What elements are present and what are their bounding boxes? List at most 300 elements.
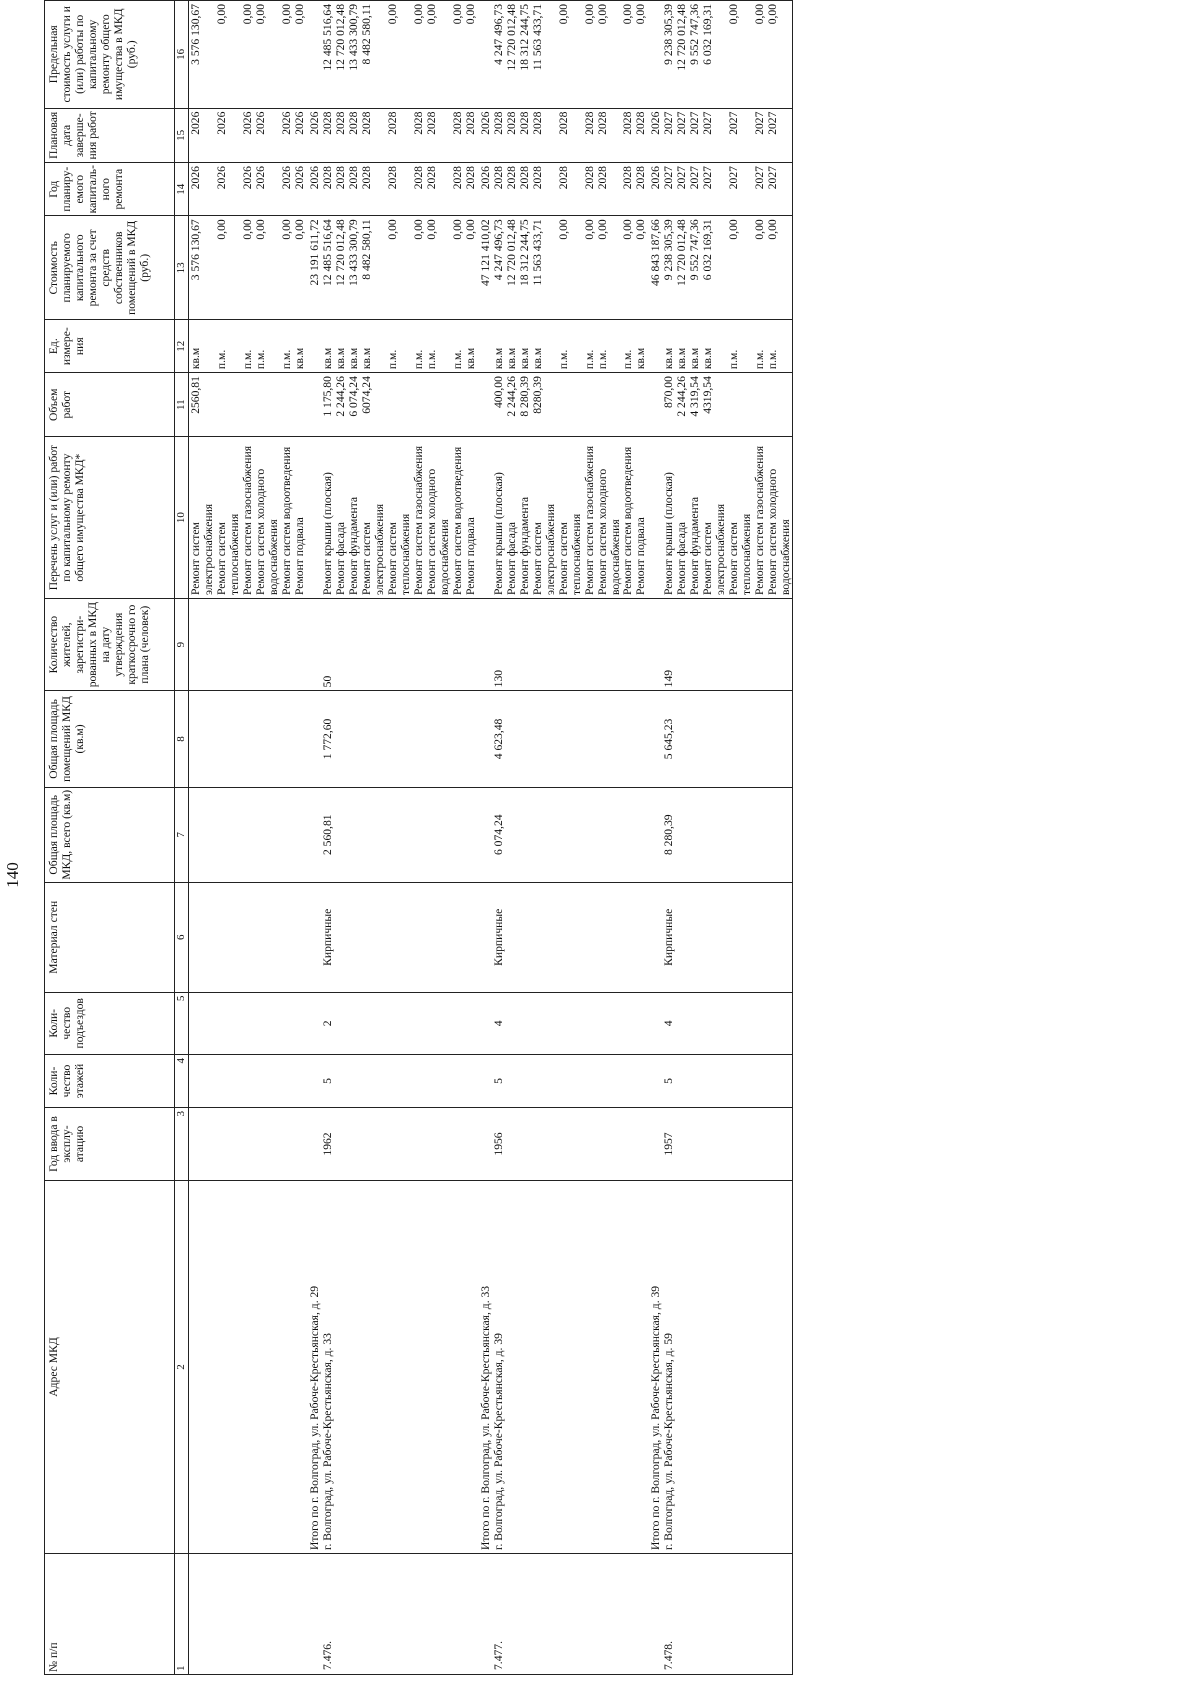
work-volume <box>727 373 753 437</box>
total-cost: 23 191 611,72 <box>306 216 321 320</box>
table-row <box>347 1 360 1675</box>
area-total: 8 280,39 <box>662 787 675 882</box>
work-year: 2026 <box>241 163 254 216</box>
work-year: 2027 <box>766 163 792 216</box>
work-volume: 8280,39 <box>531 373 557 437</box>
col-number: 8 <box>175 691 189 787</box>
work-limit: 0,00 <box>215 1 241 109</box>
work-volume <box>753 373 766 437</box>
col-number: 10 <box>175 437 189 599</box>
work-volume: 1 175,80 <box>321 373 334 437</box>
col-number: 13 <box>175 216 189 320</box>
work-unit: кв.м <box>334 320 347 373</box>
work-end-date: 2027 <box>701 108 727 162</box>
work-limit: 4 247 496,73 <box>492 1 505 109</box>
work-unit: кв.м <box>492 320 505 373</box>
work-year: 2028 <box>451 163 464 216</box>
table-row <box>215 1 241 1675</box>
work-limit: 12 720 012,48 <box>505 1 518 109</box>
col-number: 11 <box>175 373 189 437</box>
work-year: 2028 <box>360 163 386 216</box>
table-row <box>280 1 293 1675</box>
residents: 130 <box>492 598 505 690</box>
header-cost: Стоимость планируемого капитального ремонта за счет средств собственников помещений в МКД (руб.) <box>45 216 175 320</box>
work-year: 2028 <box>321 163 334 216</box>
total-row <box>306 1 321 1675</box>
work-year: 2026 <box>189 163 215 216</box>
table-row <box>425 1 451 1675</box>
work-unit: п.м. <box>621 320 634 373</box>
work-end-date: 2027 <box>766 108 792 162</box>
table-row <box>241 1 254 1675</box>
work-year: 2028 <box>334 163 347 216</box>
building-number: 7.478. <box>662 1553 675 1674</box>
building-row <box>321 1 334 1675</box>
year-built: 1956 <box>492 1107 505 1180</box>
work-limit: 0,00 <box>583 1 596 109</box>
table-row <box>583 1 596 1675</box>
work-volume <box>766 373 792 437</box>
work-limit: 13 433 300,79 <box>347 1 360 109</box>
work-limit: 0,00 <box>596 1 622 109</box>
header-floors: Коли-чество этажей <box>45 1055 175 1108</box>
work-unit: п.м. <box>583 320 596 373</box>
work-name: Ремонт систем газоснабжения <box>241 437 254 599</box>
work-end-date: 2027 <box>753 108 766 162</box>
work-cost: 0,00 <box>215 216 241 320</box>
work-end-date: 2026 <box>280 108 293 162</box>
work-volume: 8 280,39 <box>518 373 531 437</box>
work-volume <box>215 373 241 437</box>
work-end-date: 2028 <box>360 108 386 162</box>
area-rooms: 4 623,48 <box>492 691 505 787</box>
table-row <box>334 1 347 1675</box>
work-cost: 0,00 <box>634 216 647 320</box>
header-unit: Ед. измере-ния <box>45 320 175 373</box>
total-year: 2026 <box>477 163 492 216</box>
total-label: Итого по г. Волгоград, ул. Рабоче-Крестьянская, д. 39 <box>647 1181 662 1554</box>
work-year: 2028 <box>583 163 596 216</box>
total-label: Итого по г. Волгоград, ул. Рабоче-Крестьянская, д. 33 <box>477 1181 492 1554</box>
table-row <box>386 1 412 1675</box>
work-cost: 0,00 <box>425 216 451 320</box>
year-built: 1962 <box>321 1107 334 1180</box>
table-row <box>412 1 425 1675</box>
area-rooms: 5 645,23 <box>662 691 675 787</box>
header-year: Год планиру-емого капиталь-ного ремонта <box>45 163 175 216</box>
work-cost: 4 247 496,73 <box>492 216 505 320</box>
table-row <box>505 1 518 1675</box>
table-row <box>254 1 280 1675</box>
work-unit: п.м. <box>753 320 766 373</box>
work-year: 2028 <box>505 163 518 216</box>
work-end-date: 2028 <box>492 108 505 162</box>
table-row <box>727 1 753 1675</box>
area-rooms: 1 772,60 <box>321 691 334 787</box>
col-number: 5 <box>175 992 189 1054</box>
col-number: 6 <box>175 882 189 992</box>
work-cost: 9 238 305,39 <box>662 216 675 320</box>
table-row <box>621 1 634 1675</box>
table-row <box>293 1 306 1675</box>
work-volume <box>412 373 425 437</box>
wall-material: Кирпичные <box>492 882 505 992</box>
header-end-date: Плановая дата заверше-ния работ <box>45 108 175 162</box>
work-limit: 0,00 <box>241 1 254 109</box>
total-label: Итого по г. Волгоград, ул. Рабоче-Крестьянская, д. 29 <box>306 1181 321 1554</box>
work-name: Ремонт подвала <box>634 437 647 599</box>
work-year: 2028 <box>518 163 531 216</box>
work-unit: п.м. <box>557 320 583 373</box>
work-end-date: 2027 <box>688 108 701 162</box>
col-number: 3 <box>175 1107 189 1180</box>
work-cost: 0,00 <box>583 216 596 320</box>
col-number: 12 <box>175 320 189 373</box>
table-row <box>189 1 215 1675</box>
work-unit: кв.м <box>662 320 675 373</box>
work-volume <box>280 373 293 437</box>
work-cost: 0,00 <box>596 216 622 320</box>
table-row <box>675 1 688 1675</box>
work-limit: 11 563 433,71 <box>531 1 557 109</box>
work-unit: п.м. <box>241 320 254 373</box>
header-volume: Объем работ <box>45 373 175 437</box>
entrances: 4 <box>662 992 675 1054</box>
entrances: 4 <box>492 992 505 1054</box>
work-end-date: 2027 <box>675 108 688 162</box>
work-limit: 0,00 <box>464 1 477 109</box>
entrances: 2 <box>321 992 334 1054</box>
work-volume: 870,00 <box>662 373 675 437</box>
work-end-date: 2028 <box>451 108 464 162</box>
col-number: 7 <box>175 787 189 882</box>
work-cost: 0,00 <box>254 216 280 320</box>
work-end-date: 2027 <box>727 108 753 162</box>
work-cost: 0,00 <box>412 216 425 320</box>
header-area-rooms: Общая площадь помещений МКД (кв.м) <box>45 691 175 787</box>
table-row <box>701 1 727 1675</box>
work-volume: 2560,81 <box>189 373 215 437</box>
work-unit: кв.м <box>505 320 518 373</box>
work-limit: 0,00 <box>727 1 753 109</box>
work-limit: 0,00 <box>280 1 293 109</box>
work-cost: 0,00 <box>293 216 306 320</box>
work-unit: кв.м <box>360 320 386 373</box>
work-unit: п.м. <box>727 320 753 373</box>
work-volume: 4319,54 <box>701 373 727 437</box>
work-cost: 6 032 169,31 <box>701 216 727 320</box>
work-year: 2026 <box>280 163 293 216</box>
area-total: 6 074,24 <box>492 787 505 882</box>
header-entrances: Коли-чество подъездов <box>45 992 175 1054</box>
col-number: 16 <box>175 1 189 109</box>
work-limit: 18 312 244,75 <box>518 1 531 109</box>
header-year-built: Год ввода в эксплу-атацию <box>45 1107 175 1180</box>
work-name: Ремонт систем газоснабжения <box>583 437 596 599</box>
header-address: Адрес МКД <box>45 1181 175 1554</box>
residents: 50 <box>321 598 334 690</box>
work-limit: 8 482 580,11 <box>360 1 386 109</box>
col-number: 14 <box>175 163 189 216</box>
col-number: 9 <box>175 598 189 690</box>
work-volume <box>583 373 596 437</box>
table-row <box>634 1 647 1675</box>
work-name: Ремонт систем электроснабжения <box>189 437 215 599</box>
work-limit: 0,00 <box>254 1 280 109</box>
work-cost: 9 552 747,36 <box>688 216 701 320</box>
work-unit: п.м. <box>766 320 792 373</box>
total-row <box>477 1 492 1675</box>
work-volume: 6074,24 <box>360 373 386 437</box>
year-built: 1957 <box>662 1107 675 1180</box>
building-row <box>492 1 505 1675</box>
work-name: Ремонт систем газоснабжения <box>753 437 766 599</box>
work-name: Ремонт систем холодного водоснабжения <box>425 437 451 599</box>
work-end-date: 2026 <box>215 108 241 162</box>
work-unit: п.м. <box>280 320 293 373</box>
work-volume <box>254 373 280 437</box>
floors: 5 <box>492 1055 505 1108</box>
wall-material: Кирпичные <box>662 882 675 992</box>
table-body <box>189 1 793 1675</box>
table-row <box>753 1 766 1675</box>
work-name: Ремонт систем теплоснабжения <box>557 437 583 599</box>
header-num: № п/п <box>45 1553 175 1674</box>
work-end-date: 2028 <box>334 108 347 162</box>
work-name: Ремонт подвала <box>464 437 477 599</box>
header-walls: Материал стен <box>45 882 175 992</box>
work-cost: 18 312 244,75 <box>518 216 531 320</box>
work-unit: кв.м <box>675 320 688 373</box>
work-cost: 0,00 <box>280 216 293 320</box>
work-limit: 0,00 <box>412 1 425 109</box>
wall-material: Кирпичные <box>321 882 334 992</box>
work-unit: кв.м <box>464 320 477 373</box>
work-end-date: 2028 <box>583 108 596 162</box>
work-cost: 0,00 <box>621 216 634 320</box>
work-cost: 12 720 012,48 <box>505 216 518 320</box>
work-volume <box>557 373 583 437</box>
work-name: Ремонт систем водоотведения <box>280 437 293 599</box>
work-year: 2028 <box>347 163 360 216</box>
work-unit: п.м. <box>425 320 451 373</box>
work-cost: 0,00 <box>766 216 792 320</box>
work-year: 2028 <box>621 163 634 216</box>
work-volume <box>634 373 647 437</box>
work-cost: 0,00 <box>451 216 464 320</box>
floors: 5 <box>321 1055 334 1108</box>
work-unit: п.м. <box>451 320 464 373</box>
col-number: 4 <box>175 1055 189 1108</box>
work-limit: 3 576 130,67 <box>189 1 215 109</box>
work-limit: 0,00 <box>425 1 451 109</box>
building-address: г. Волгоград, ул. Рабоче-Крестьянская, д. 39 <box>492 1181 505 1554</box>
total-end-date: 2026 <box>477 108 492 162</box>
work-cost: 0,00 <box>386 216 412 320</box>
table-row <box>451 1 464 1675</box>
work-cost: 12 720 012,48 <box>675 216 688 320</box>
work-end-date: 2028 <box>518 108 531 162</box>
work-name: Ремонт крыши (плоская) <box>662 437 675 599</box>
work-year: 2026 <box>215 163 241 216</box>
col-number: 1 <box>175 1553 189 1674</box>
work-unit: кв.м <box>293 320 306 373</box>
work-volume: 2 244,26 <box>505 373 518 437</box>
work-name: Ремонт систем холодного водоснабжения <box>766 437 792 599</box>
work-name: Ремонт крыши (плоская) <box>321 437 334 599</box>
table-header-row <box>45 1 175 1675</box>
work-end-date: 2026 <box>254 108 280 162</box>
total-cost: 47 121 410,02 <box>477 216 492 320</box>
work-name: Ремонт систем теплоснабжения <box>386 437 412 599</box>
column-number-row <box>175 1 189 1675</box>
work-end-date: 2028 <box>386 108 412 162</box>
table-row <box>531 1 557 1675</box>
work-end-date: 2026 <box>241 108 254 162</box>
building-address: г. Волгоград, ул. Рабоче-Крестьянская, д. 33 <box>321 1181 334 1554</box>
work-unit: п.м. <box>596 320 622 373</box>
work-name: Ремонт фасада <box>505 437 518 599</box>
page-number: 140 <box>3 862 22 888</box>
header-works: Перечень услуг и (или) работ по капитальному ремонту общего имущества МКД* <box>45 437 175 599</box>
total-row <box>647 1 662 1675</box>
work-name: Ремонт фасада <box>675 437 688 599</box>
work-unit: кв.м <box>531 320 557 373</box>
work-limit: 0,00 <box>621 1 634 109</box>
work-unit: п.м. <box>254 320 280 373</box>
work-cost: 0,00 <box>464 216 477 320</box>
work-volume <box>464 373 477 437</box>
work-volume: 6 074,24 <box>347 373 360 437</box>
work-end-date: 2027 <box>662 108 675 162</box>
work-name: Ремонт систем теплоснабжения <box>215 437 241 599</box>
work-volume <box>621 373 634 437</box>
work-cost: 3 576 130,67 <box>189 216 215 320</box>
work-volume: 2 244,26 <box>334 373 347 437</box>
work-year: 2026 <box>293 163 306 216</box>
table-row <box>464 1 477 1675</box>
work-cost: 13 433 300,79 <box>347 216 360 320</box>
work-name: Ремонт систем холодного водоснабжения <box>254 437 280 599</box>
work-name: Ремонт систем водоотведения <box>621 437 634 599</box>
work-end-date: 2026 <box>293 108 306 162</box>
work-name: Ремонт подвала <box>293 437 306 599</box>
building-address: г. Волгоград, ул. Рабоче-Крестьянская, д. 59 <box>662 1181 675 1554</box>
work-year: 2028 <box>492 163 505 216</box>
work-year: 2027 <box>753 163 766 216</box>
work-name: Ремонт систем электроснабжения <box>360 437 386 599</box>
work-cost: 8 482 580,11 <box>360 216 386 320</box>
work-unit: п.м. <box>412 320 425 373</box>
work-end-date: 2028 <box>634 108 647 162</box>
work-unit: кв.м <box>688 320 701 373</box>
work-unit: п.м. <box>215 320 241 373</box>
work-name: Ремонт крыши (плоская) <box>492 437 505 599</box>
work-name: Ремонт систем водоотведения <box>451 437 464 599</box>
work-limit: 0,00 <box>634 1 647 109</box>
table-row <box>766 1 792 1675</box>
work-name: Ремонт систем холодного водоснабжения <box>596 437 622 599</box>
work-name: Ремонт систем газоснабжения <box>412 437 425 599</box>
work-unit: кв.м <box>321 320 334 373</box>
work-limit: 0,00 <box>766 1 792 109</box>
work-year: 2027 <box>727 163 753 216</box>
work-cost: 0,00 <box>753 216 766 320</box>
work-name: Ремонт фундамента <box>347 437 360 599</box>
work-end-date: 2028 <box>425 108 451 162</box>
total-year: 2026 <box>306 163 321 216</box>
total-cost: 46 843 187,66 <box>647 216 662 320</box>
table-row <box>688 1 701 1675</box>
work-volume <box>451 373 464 437</box>
work-end-date: 2028 <box>505 108 518 162</box>
residents: 149 <box>662 598 675 690</box>
floors: 5 <box>662 1055 675 1108</box>
header-limit: Предельная стоимость услуги и (или) работы по капитальному ремонту общего имущества в МКД (руб.) <box>45 1 175 109</box>
work-year: 2027 <box>701 163 727 216</box>
table-row <box>518 1 531 1675</box>
work-unit: кв.м <box>634 320 647 373</box>
work-end-date: 2026 <box>189 108 215 162</box>
work-volume: 4 319,54 <box>688 373 701 437</box>
work-limit: 12 720 012,48 <box>334 1 347 109</box>
work-limit: 9 238 305,39 <box>662 1 675 109</box>
work-limit: 9 552 747,36 <box>688 1 701 109</box>
work-limit: 0,00 <box>753 1 766 109</box>
work-name: Ремонт фундамента <box>518 437 531 599</box>
work-limit: 0,00 <box>293 1 306 109</box>
work-limit: 0,00 <box>557 1 583 109</box>
work-year: 2027 <box>688 163 701 216</box>
work-limit: 0,00 <box>386 1 412 109</box>
work-limit: 12 720 012,48 <box>675 1 688 109</box>
work-unit: кв.м <box>189 320 215 373</box>
work-unit: кв.м <box>518 320 531 373</box>
work-name: Ремонт фундамента <box>688 437 701 599</box>
work-volume <box>386 373 412 437</box>
work-end-date: 2028 <box>621 108 634 162</box>
table-row <box>360 1 386 1675</box>
work-year: 2028 <box>634 163 647 216</box>
work-cost: 0,00 <box>241 216 254 320</box>
work-year: 2028 <box>425 163 451 216</box>
building-number: 7.476. <box>321 1553 334 1674</box>
work-volume <box>596 373 622 437</box>
work-end-date: 2028 <box>347 108 360 162</box>
work-cost: 0,00 <box>727 216 753 320</box>
total-end-date: 2026 <box>647 108 662 162</box>
work-year: 2028 <box>386 163 412 216</box>
work-limit: 6 032 169,31 <box>701 1 727 109</box>
work-year: 2028 <box>531 163 557 216</box>
work-year: 2028 <box>464 163 477 216</box>
total-year: 2026 <box>647 163 662 216</box>
work-cost: 12 485 516,64 <box>321 216 334 320</box>
col-number: 15 <box>175 108 189 162</box>
work-limit: 0,00 <box>451 1 464 109</box>
header-area-total: Общая площадь МКД, всего (кв.м) <box>45 787 175 882</box>
work-year: 2027 <box>675 163 688 216</box>
work-end-date: 2028 <box>531 108 557 162</box>
work-end-date: 2028 <box>596 108 622 162</box>
work-volume <box>425 373 451 437</box>
work-year: 2028 <box>412 163 425 216</box>
work-unit: п.м. <box>386 320 412 373</box>
work-name: Ремонт фасада <box>334 437 347 599</box>
work-cost: 12 720 012,48 <box>334 216 347 320</box>
work-name: Ремонт систем электроснабжения <box>531 437 557 599</box>
work-volume <box>293 373 306 437</box>
